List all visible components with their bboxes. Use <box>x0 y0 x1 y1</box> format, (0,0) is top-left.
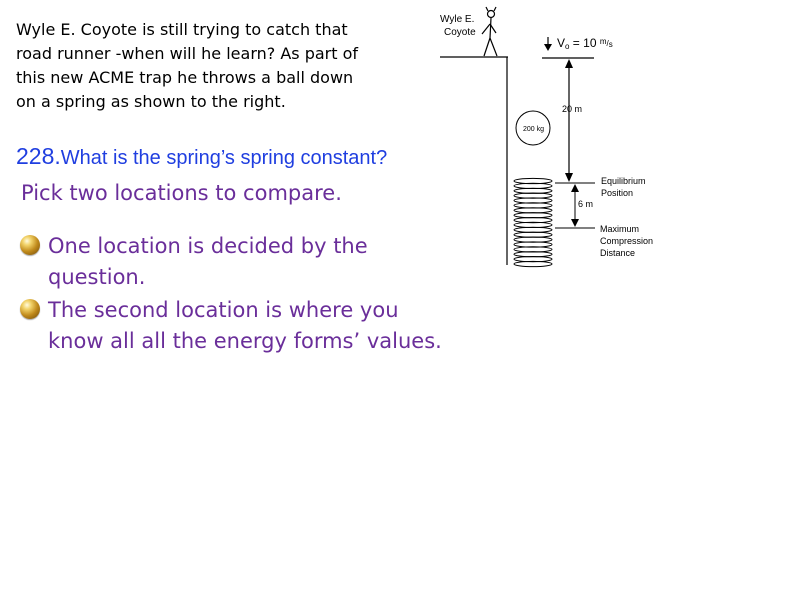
max-compression-label-line1: Maximum <box>600 224 640 234</box>
bullet-line: The second location is where you <box>48 298 399 322</box>
coyote-label-line1: Wyle E. <box>440 14 475 25</box>
intro-line: Wyle E. Coyote is still trying to catch that <box>16 20 348 39</box>
velocity-label: Vo = 10 $^m$/s <box>557 36 613 51</box>
equilibrium-label-line2: Position <box>601 188 634 198</box>
velocity-arrow <box>544 37 552 51</box>
spring <box>514 178 552 266</box>
gold-bullet-icon <box>20 299 40 319</box>
max-compression-label-line2: Compression <box>600 236 654 246</box>
intro-line: road runner -when will he learn? As part of <box>16 44 359 63</box>
bullet-list <box>18 231 478 359</box>
drop-distance-label: 20 m <box>562 104 583 114</box>
compression-label: 6 m <box>578 199 594 209</box>
pick-heading: Pick two locations to compare. <box>21 181 342 205</box>
intro-paragraph <box>16 18 436 114</box>
drop-distance-arrow <box>565 59 573 182</box>
cliff <box>440 57 508 265</box>
bullet-item <box>18 295 478 357</box>
coyote-label-line2: Coyote <box>444 27 476 38</box>
question-number: 228. <box>16 143 61 169</box>
equilibrium-label-line1: Equilibrium <box>601 176 646 186</box>
bullet-item <box>18 231 478 293</box>
bullet-text <box>48 295 478 357</box>
intro-line: this new ACME trap he throws a ball down <box>16 68 354 87</box>
intro-line: on a spring as shown to the right. <box>16 92 286 111</box>
question-text: What is the spring’s spring constant? <box>60 147 388 169</box>
bullet-line: question. <box>48 265 146 289</box>
coyote-figure <box>482 7 497 56</box>
bullet-line: know all all the energy forms’ values. <box>48 329 442 353</box>
max-compression-label-line3: Distance <box>600 248 636 258</box>
spring-diagram <box>430 0 680 280</box>
bullet-line: One location is decided by the <box>48 234 368 258</box>
question <box>16 143 387 170</box>
gold-bullet-icon <box>20 235 40 255</box>
ball-mass-label: 200 kg <box>523 126 545 133</box>
bullet-text <box>48 231 478 293</box>
